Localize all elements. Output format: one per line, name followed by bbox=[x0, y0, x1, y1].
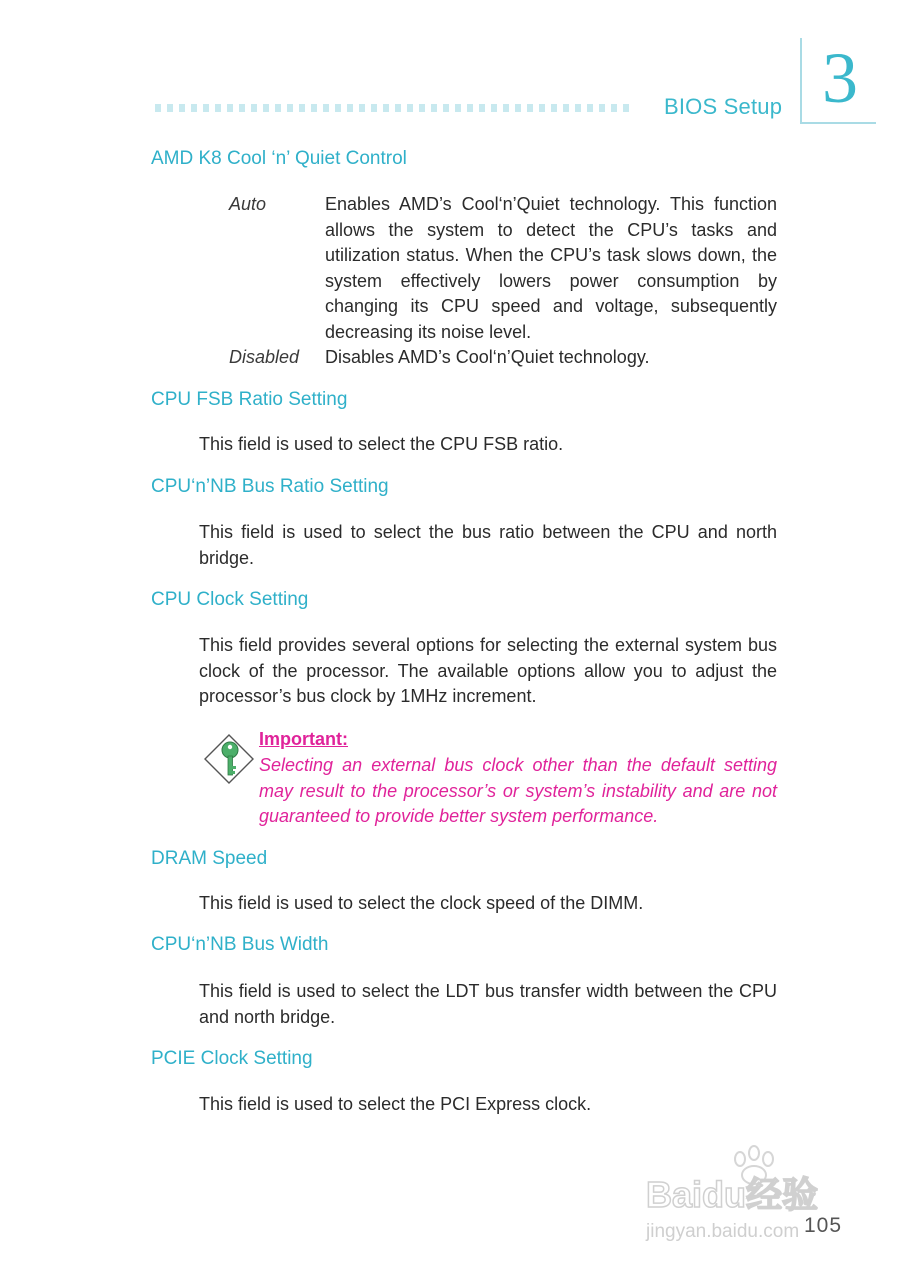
heading-cpu-nb-bus-ratio: CPU‘n’NB Bus Ratio Setting bbox=[151, 476, 389, 497]
option-term-auto: Auto bbox=[229, 194, 267, 214]
heading-cpu-fsb-ratio: CPU FSB Ratio Setting bbox=[151, 389, 348, 410]
heading-cpu-nb-bus-width: CPU‘n’NB Bus Width bbox=[151, 934, 329, 955]
heading-cpu-clock: CPU Clock Setting bbox=[151, 589, 309, 610]
body-cpu-nb-bus-ratio: This field is used to select the bus ratio between the CPU and north bridge. bbox=[199, 522, 777, 568]
watermark-url: jingyan.baidu.com bbox=[646, 1221, 800, 1242]
watermark-brand: Baidu经验 bbox=[646, 1174, 819, 1215]
body-dram-speed: This field is used to select the clock speed of the DIMM. bbox=[199, 893, 644, 913]
heading-cool-n-quiet: AMD K8 Cool ‘n’ Quiet Control bbox=[151, 148, 407, 169]
important-text: Selecting an external bus clock other than the default setting may result to the processor’s or system’s instability and are not guaranteed to provide better system performance. bbox=[259, 755, 777, 827]
option-desc-disabled: Disables AMD’s Cool‘n’Quiet technology. bbox=[325, 347, 650, 367]
body-cpu-fsb-ratio: This field is used to select the CPU FSB ratio. bbox=[199, 434, 564, 454]
body-cpu-clock: This field provides several options for selecting the external system bus clock of the processor. The available options allow you to adjust the processor’s bus clock by 1MHz increment. bbox=[199, 635, 777, 707]
key-icon bbox=[203, 733, 255, 785]
header-dot-rule bbox=[155, 104, 655, 114]
important-title: Important: bbox=[259, 729, 348, 749]
heading-pcie-clock: PCIE Clock Setting bbox=[151, 1048, 313, 1069]
body-pcie-clock: This field is used to select the PCI Express clock. bbox=[199, 1094, 592, 1114]
heading-dram-speed: DRAM Speed bbox=[151, 848, 268, 869]
page-number: 105 bbox=[804, 1214, 843, 1237]
option-term-disabled: Disabled bbox=[229, 347, 300, 367]
option-desc-auto: Enables AMD’s Cool‘n’Quiet technology. This function allows the system to detect the CPU’s tasks and utilization status. When the CPU’s task slows down, the system effectively lowers power consumption by changing its CPU speed and voltage, subsequently decreasing its noise level. bbox=[325, 194, 777, 342]
chapter-number: 3 bbox=[822, 38, 858, 118]
chapter-title: BIOS Setup bbox=[664, 94, 783, 119]
body-cpu-nb-bus-width: This field is used to select the LDT bus transfer width between the CPU and north bridge. bbox=[199, 981, 777, 1027]
chapter-tab bbox=[800, 38, 876, 124]
